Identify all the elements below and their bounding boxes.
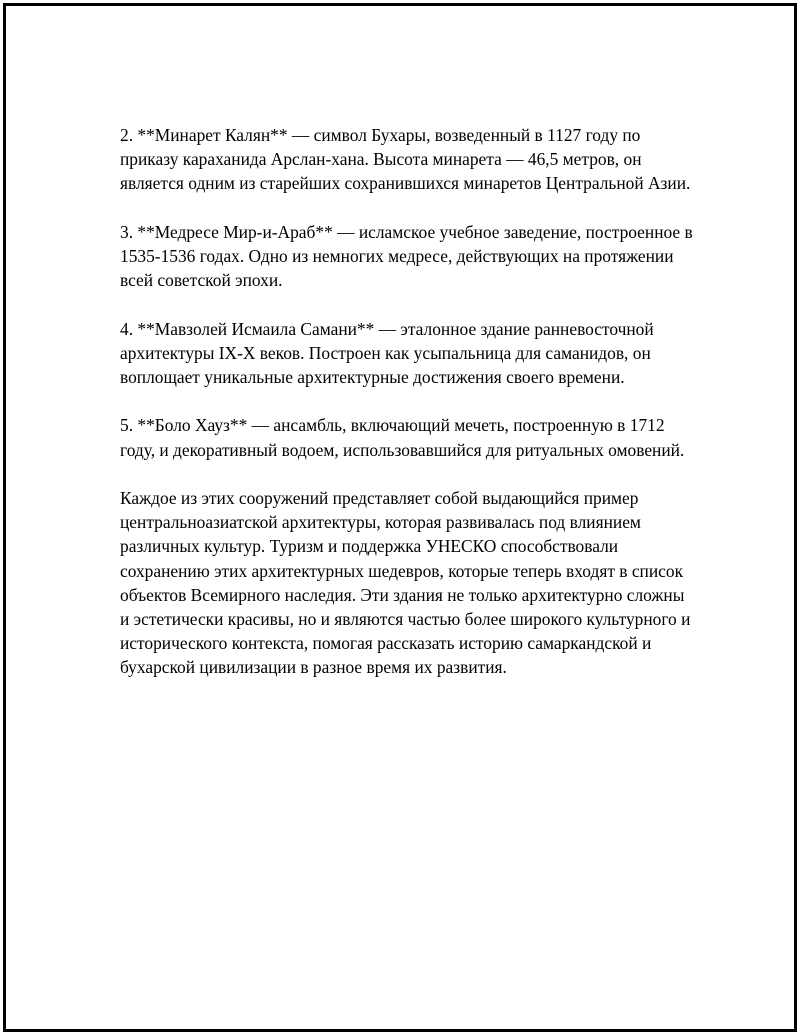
paragraph-ismail-samani-mausoleum: 4. **Мавзолей Исмаила Самани** — эталонное здание ранневосточной архитектуры IX-X веков. Построен как усыпальница для саманидов, он воплощает уникальные архитектурные достижения своего времени. — [120, 318, 654, 387]
paragraph-bolo-hauz: 5. **Боло Хауз** — ансамбль, включающий мечеть, построенную в 1712 году, и декоративный водоем, использовавшийся для ритуальных омовений. — [120, 415, 685, 460]
paragraph-mir-i-arab-madrasa: 3. **Медресе Мир-и-Араб** — исламское учебное заведение, построенное в 1535-1536 годах. Одно из немногих медресе, действующих на протяжении всей советской эпохи. — [120, 221, 693, 291]
document-page — [3, 3, 797, 1032]
paragraph-kalyan-minaret: 2. **Минарет Калян** — символ Бухары, возведенный в 1127 году по приказу караханида Арслан-хана. Высота минарета — 46,5 метров, он является одним из старейших сохранившихся минаретов Центральной Азии. — [120, 125, 691, 194]
paragraph-conclusion: Каждое из этих сооружений представляет собой выдающийся пример центральноазиатской архитектуры, которая развивалась под влиянием различных культур. Туризм и поддержка УНЕСКО способствовали сохранению этих архитектурных шедевров, которые теперь входят в список объектов Всемирного наследия. Эти здания не только архитектурно сложны и эстетически красивы, но и являются частью более широкого культурного и исторического контекста, помогая рассказать историю самаркандской и бухарской цивилизации в разное время их развития. — [120, 487, 691, 678]
document-body — [120, 123, 695, 704]
